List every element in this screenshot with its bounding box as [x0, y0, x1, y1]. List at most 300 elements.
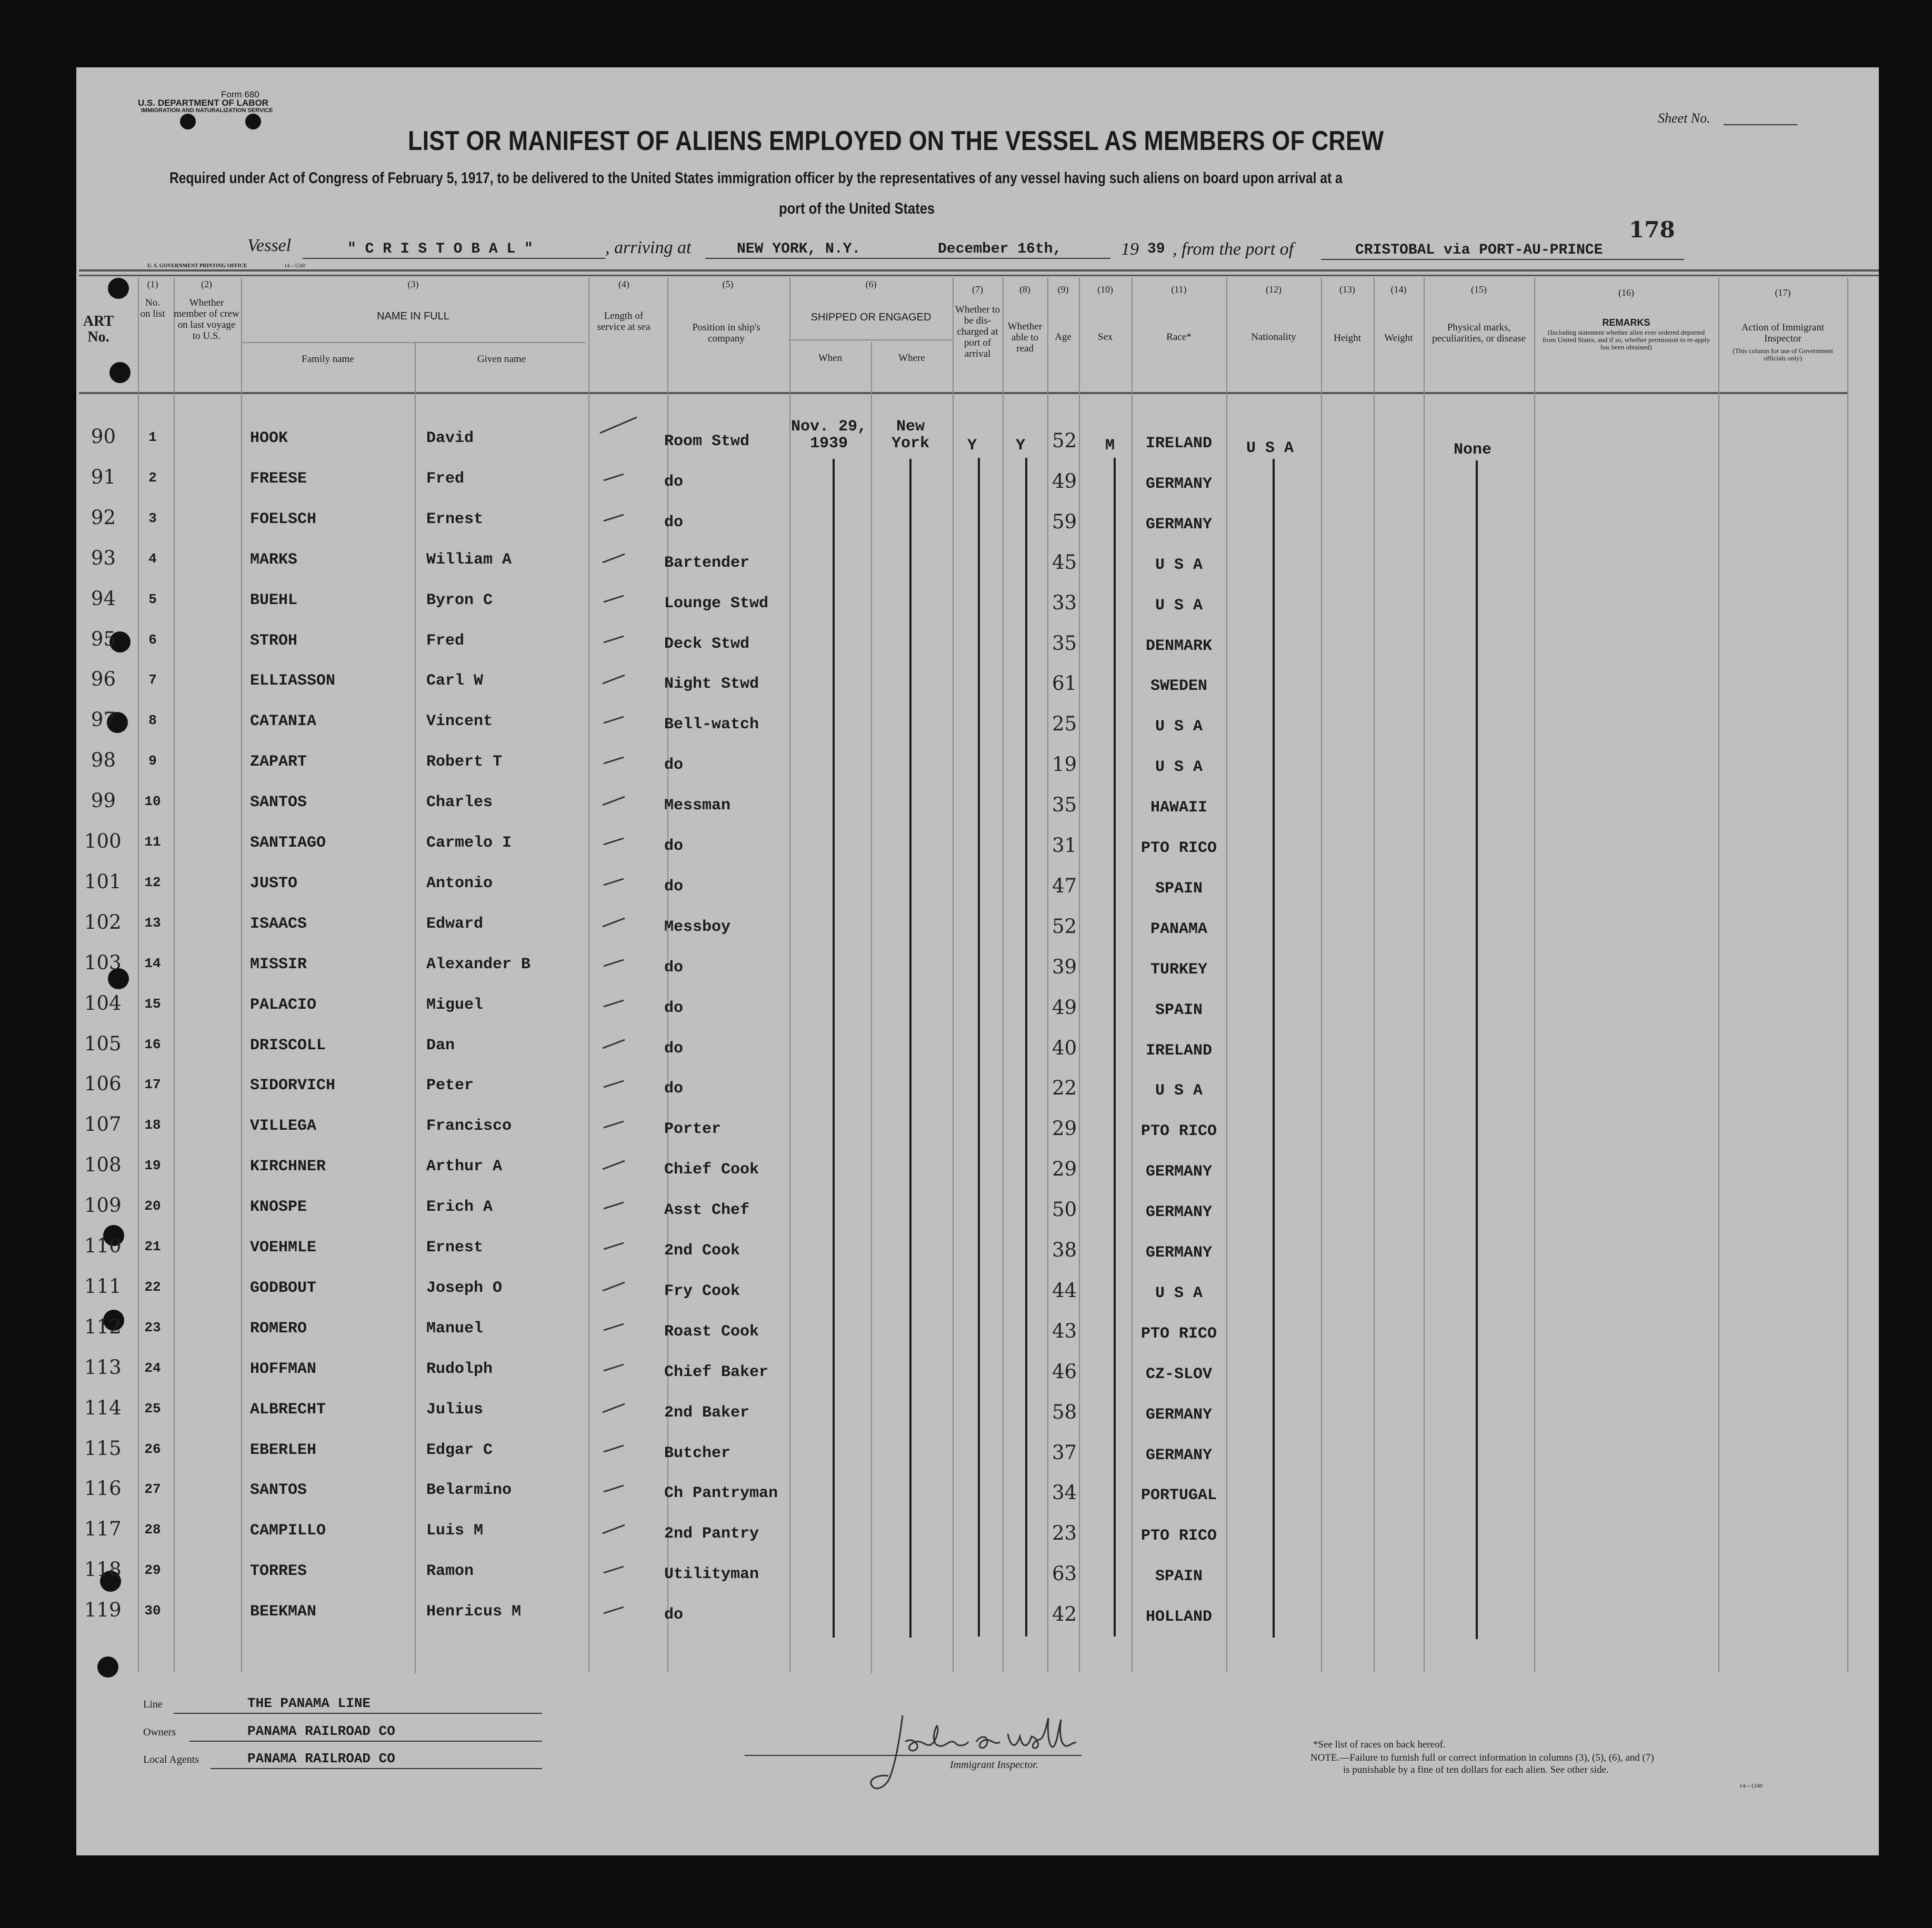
col13-header: Height: [1334, 333, 1361, 344]
family-name: PALACIO: [250, 996, 317, 1014]
col9-header: Age: [1055, 332, 1072, 343]
list-no: 17: [144, 1077, 161, 1092]
col6b-header: Where: [898, 353, 925, 364]
position: do: [664, 514, 684, 531]
service-check-mark: [597, 1355, 639, 1381]
age: 58: [1052, 1401, 1077, 1423]
col6a-header: When: [818, 353, 843, 364]
given-name: Joseph O: [426, 1279, 503, 1297]
given-name: Ernest: [426, 510, 484, 528]
col12-header: Nationality: [1251, 332, 1296, 343]
penalty-note: NOTE.—Failure to furnish full or correct information in columns (3), (5), (6), and (7): [1310, 1752, 1654, 1763]
position: Chief Cook: [664, 1161, 759, 1179]
inspector-rule: [745, 1755, 1082, 1756]
list-no: 11: [144, 834, 161, 850]
family-name: SANTOS: [250, 794, 307, 811]
service-check-mark: [597, 1517, 639, 1543]
col1-header: No. on list: [140, 297, 165, 319]
art-no: 112: [84, 1316, 122, 1338]
family-name: FOELSCH: [250, 510, 317, 528]
family-name: CATANIA: [250, 712, 317, 730]
ditto-line-sex: [1114, 458, 1116, 1636]
family-name: SIDORVICH: [250, 1077, 336, 1094]
punch-hole: [97, 1656, 118, 1678]
race: U S A: [1155, 1284, 1203, 1302]
table-row: [0, 1032, 1932, 1072]
ditto-line-discharged: [978, 458, 980, 1636]
service-check-mark: [597, 505, 639, 531]
age: 63: [1052, 1562, 1077, 1585]
position: Roast Cook: [664, 1323, 759, 1341]
arriving-label: , arriving at: [605, 238, 692, 257]
race: PTO RICO: [1140, 1527, 1217, 1545]
race: DENMARK: [1145, 637, 1213, 655]
art-no: 99: [91, 789, 116, 812]
art-no: 108: [84, 1153, 122, 1176]
service-check-mark: [597, 748, 639, 774]
discharged-flag: Y: [967, 437, 977, 455]
sheet-label: Sheet No.: [1658, 111, 1710, 126]
family-name: MISSIR: [250, 956, 307, 973]
service-check-mark: [597, 1436, 639, 1462]
position: Bell-watch: [664, 716, 759, 734]
race: IRELAND: [1145, 1042, 1213, 1060]
col14-number: (14): [1390, 284, 1407, 295]
age: 35: [1052, 632, 1077, 655]
family-name: MARKS: [250, 551, 298, 569]
position: Ch Pantryman: [664, 1484, 778, 1502]
art-no: 93: [91, 547, 116, 569]
col2-number: (2): [201, 279, 212, 289]
service-check-mark: [597, 465, 639, 491]
col7-header: Whether to be dis-charged at port of arrival: [955, 304, 1000, 359]
position: 2nd Pantry: [664, 1525, 759, 1543]
age: 52: [1052, 915, 1077, 938]
art-no: 101: [84, 870, 122, 893]
ditto-line-physical: [1476, 460, 1478, 1639]
col1-number: (1): [147, 279, 158, 289]
form-service: IMMIGRATION AND NATURALIZATION SERVICE: [141, 107, 273, 114]
list-no: 20: [144, 1198, 161, 1214]
art-no: 114: [84, 1397, 122, 1419]
arrival-date: December 16th,: [938, 241, 1062, 257]
position: do: [664, 1606, 684, 1624]
table-row: [0, 547, 1932, 587]
service-check-mark: [597, 546, 639, 572]
inspector-signature: [863, 1705, 1084, 1800]
age: 39: [1052, 956, 1077, 978]
position: Butcher: [664, 1444, 731, 1462]
position: Deck Stwd: [664, 635, 750, 653]
table-row: [0, 506, 1932, 546]
list-no: 23: [144, 1320, 161, 1335]
col10-header: Sex: [1097, 332, 1113, 343]
agents-value: PANAMA RAILROAD CO: [247, 1751, 395, 1766]
shipped-where: New York: [891, 418, 929, 453]
col17-number: (17): [1775, 287, 1791, 298]
given-name: William A: [426, 551, 512, 569]
position: 2nd Baker: [664, 1404, 750, 1422]
given-name: Robert T: [426, 753, 503, 771]
col16-header: REMARKS: [1602, 317, 1650, 328]
family-name: ZAPART: [250, 753, 307, 771]
punch-hole: [245, 114, 261, 129]
age: 37: [1052, 1441, 1077, 1464]
family-name: BEEKMAN: [250, 1603, 317, 1621]
age: 49: [1052, 996, 1077, 1019]
service-check-mark: [597, 667, 639, 693]
family-name: KNOSPE: [250, 1198, 307, 1216]
given-name: Rudolph: [426, 1360, 493, 1378]
date-rule: [932, 258, 1110, 259]
position: Bartender: [664, 554, 750, 572]
list-no: 4: [148, 551, 157, 567]
table-row: [0, 1153, 1932, 1193]
art-no: 100: [84, 830, 122, 852]
form-department: U.S. DEPARTMENT OF LABOR: [138, 98, 269, 108]
family-name: JUSTO: [250, 875, 298, 892]
age: 19: [1052, 753, 1077, 776]
from-port-label: , from the port of: [1173, 239, 1294, 259]
art-no: 105: [84, 1032, 122, 1055]
race: PORTUGAL: [1140, 1487, 1217, 1504]
family-name: KIRCHNER: [250, 1158, 326, 1176]
table-row: [0, 1437, 1932, 1477]
art-no: 109: [84, 1194, 122, 1217]
given-name: Ernest: [426, 1239, 484, 1257]
service-check-mark: [597, 707, 639, 734]
race: SPAIN: [1155, 880, 1203, 898]
family-name: ISAACS: [250, 915, 307, 933]
list-no: 16: [144, 1037, 161, 1052]
list-no: 28: [144, 1522, 161, 1538]
table-row: [0, 992, 1932, 1032]
given-name: Byron C: [426, 591, 493, 609]
position: Messboy: [664, 918, 731, 936]
age: 38: [1052, 1239, 1077, 1261]
age: 35: [1052, 794, 1077, 816]
given-name: Luis M: [426, 1522, 484, 1540]
col6-header: SHIPPED OR ENGAGED: [810, 312, 932, 323]
race: SPAIN: [1155, 1568, 1203, 1585]
service-check-mark: [597, 991, 639, 1017]
family-name: VILLEGA: [250, 1117, 317, 1135]
form-number: Form 680: [221, 89, 259, 99]
art-no: 104: [84, 992, 122, 1015]
col4-number: (4): [618, 279, 629, 289]
position: Asst Chef: [664, 1201, 750, 1219]
list-no: 1: [148, 429, 157, 445]
art-no: 94: [91, 587, 116, 610]
position: do: [664, 837, 684, 855]
family-name: HOOK: [250, 429, 288, 447]
race: GERMANY: [1145, 475, 1213, 493]
family-name: STROH: [250, 632, 298, 650]
inspector-label: Immigrant Inspector.: [950, 1759, 1038, 1771]
col17-subheader: (This column for use of Government officials only): [1733, 347, 1833, 362]
arriving-rule: [705, 258, 942, 259]
race: GERMANY: [1145, 1163, 1213, 1181]
race: PTO RICO: [1140, 1325, 1217, 1343]
given-name: Dan: [426, 1037, 455, 1055]
art-no: 118: [84, 1558, 122, 1581]
col10-number: (10): [1097, 284, 1113, 295]
table-row: [0, 1397, 1932, 1437]
family-name: SANTIAGO: [250, 834, 326, 852]
race: SPAIN: [1155, 1001, 1203, 1019]
service-check-mark: [597, 788, 639, 815]
race: PTO RICO: [1140, 839, 1217, 857]
age: 23: [1052, 1522, 1077, 1544]
age: 25: [1052, 712, 1077, 735]
table-row: [0, 951, 1932, 991]
col16-subheader: (Including statement whether alien ever ordered deported from United States, and if so, whether permission to re-apply has been obtained): [1542, 328, 1710, 351]
art-no: 90: [91, 425, 116, 448]
art-no: 98: [91, 749, 116, 771]
art-no: 113: [84, 1356, 122, 1379]
table-row: [0, 1518, 1932, 1558]
vessel-rule: [303, 258, 605, 259]
owners-rule: [189, 1741, 542, 1742]
race: GERMANY: [1145, 1406, 1213, 1424]
list-no: 5: [148, 591, 157, 607]
position: Fry Cook: [664, 1282, 740, 1300]
age: 44: [1052, 1279, 1077, 1302]
ditto-line-when: [833, 459, 835, 1638]
race: GERMANY: [1145, 1244, 1213, 1262]
list-no: 13: [144, 915, 161, 931]
page-number: 178: [1629, 217, 1675, 243]
position: Messman: [664, 797, 731, 815]
family-name: EBERLEH: [250, 1441, 317, 1459]
art-no: 103: [84, 951, 122, 974]
service-check-mark: [597, 869, 639, 896]
service-check-mark: [597, 586, 639, 612]
age: 33: [1052, 591, 1077, 614]
age: 22: [1052, 1077, 1077, 1099]
list-no: 22: [144, 1279, 161, 1295]
service-check-mark: [597, 1395, 639, 1422]
family-name: HOFFMAN: [250, 1360, 317, 1378]
owners-value: PANAMA RAILROAD CO: [247, 1723, 395, 1739]
given-name: Arthur A: [426, 1158, 503, 1176]
col-art-no: ART No.: [83, 313, 114, 345]
service-check-mark: [597, 1557, 639, 1583]
age: 47: [1052, 875, 1077, 897]
list-no: 24: [144, 1360, 161, 1376]
col6-number: (6): [865, 279, 877, 289]
family-name: CAMPILLO: [250, 1522, 326, 1540]
col8-number: (8): [1019, 284, 1030, 295]
race: TURKEY: [1150, 961, 1208, 979]
table-row: [0, 1599, 1932, 1639]
sheet-no-rule: [1724, 124, 1797, 125]
race: IRELAND: [1145, 435, 1213, 453]
printing-office: U. S. GOVERNMENT PRINTING OFFICE: [147, 263, 247, 269]
col11-number: (11): [1171, 284, 1187, 295]
position: Room Stwd: [664, 433, 750, 450]
art-no: 115: [84, 1437, 122, 1460]
art-no: 92: [91, 506, 116, 529]
service-check-mark: [597, 1314, 639, 1341]
agents-rule: [211, 1768, 542, 1769]
position: Night Stwd: [664, 675, 759, 693]
list-no: 8: [148, 712, 157, 728]
col8-header: Whether able to read: [1007, 321, 1043, 354]
service-check-mark: [597, 1598, 639, 1624]
family-name: DRISCOLL: [250, 1037, 326, 1055]
list-no: 19: [144, 1158, 161, 1173]
ditto-line-nationality: [1273, 459, 1275, 1638]
service-check-mark: [597, 950, 639, 977]
given-name: Fred: [426, 470, 465, 488]
vessel-label: Vessel: [247, 236, 292, 255]
table-row: [0, 1316, 1932, 1355]
col15-number: (15): [1471, 284, 1487, 295]
table-row: [0, 668, 1932, 708]
list-no: 27: [144, 1481, 161, 1497]
service-check-mark: [597, 1476, 639, 1502]
age: 43: [1052, 1320, 1077, 1342]
given-name: Henricus M: [426, 1603, 522, 1621]
given-name: Ramon: [426, 1562, 474, 1580]
race: U S A: [1155, 597, 1203, 615]
family-name: ROMERO: [250, 1320, 307, 1338]
art-no: 106: [84, 1072, 122, 1095]
age: 46: [1052, 1360, 1077, 1383]
race: GERMANY: [1145, 1203, 1213, 1221]
age: 29: [1052, 1158, 1077, 1180]
race: PANAMA: [1150, 920, 1208, 938]
list-no: 2: [148, 470, 157, 486]
punch-hole: [108, 278, 129, 299]
race: HOLLAND: [1145, 1608, 1213, 1626]
position: do: [664, 999, 684, 1017]
race: U S A: [1155, 718, 1203, 736]
age: 50: [1052, 1198, 1077, 1221]
col5-number: (5): [722, 279, 734, 289]
family-name: TORRES: [250, 1562, 307, 1580]
table-row: [0, 1194, 1932, 1234]
service-check-mark: [597, 1031, 639, 1058]
position: do: [664, 756, 684, 774]
service-check-mark: [597, 829, 639, 855]
table-row: [0, 870, 1932, 910]
race: GERMANY: [1145, 1447, 1213, 1464]
punch-hole: [180, 114, 196, 129]
line-rule: [174, 1713, 542, 1714]
port-rule: [1321, 259, 1684, 260]
art-no: 117: [84, 1518, 122, 1540]
given-name: Erich A: [426, 1198, 493, 1216]
service-check-mark: [597, 412, 639, 438]
art-no: 110: [84, 1234, 122, 1257]
departure-port: CRISTOBAL via PORT-AU-PRINCE: [1355, 242, 1603, 258]
age: 40: [1052, 1037, 1077, 1059]
col3-rule: [241, 342, 586, 343]
age: 49: [1052, 470, 1077, 493]
art-no: 111: [84, 1275, 122, 1298]
header-bottom-rule: [79, 392, 1847, 394]
table-row: [0, 911, 1932, 951]
nationality-value: U S A: [1246, 439, 1294, 457]
age: 29: [1052, 1117, 1077, 1140]
penalty-note-2: is punishable by a fine of ten dollars for each alien. See other side.: [1343, 1764, 1609, 1775]
service-check-mark: [597, 1274, 639, 1300]
given-name: Manuel: [426, 1320, 484, 1338]
given-name: Carmelo I: [426, 834, 512, 852]
age: 42: [1052, 1603, 1077, 1625]
position: do: [664, 959, 684, 977]
table-row: [0, 425, 1932, 465]
col3-number: (3): [407, 279, 419, 289]
art-no: 95: [91, 628, 116, 650]
service-check-mark: [597, 627, 639, 653]
page-title: LIST OR MANIFEST OF ALIENS EMPLOYED ON THE VESSEL AS MEMBERS OF CREW: [408, 126, 1384, 156]
col3a-header: Family name: [302, 354, 354, 365]
table-row: [0, 1558, 1932, 1598]
art-no: 119: [84, 1599, 122, 1621]
race: HAWAII: [1150, 799, 1208, 817]
list-no: 18: [144, 1117, 161, 1133]
service-check-mark: [597, 1071, 639, 1098]
table-row: [0, 1356, 1932, 1396]
service-check-mark: [597, 1112, 639, 1138]
service-check-mark: [597, 1233, 639, 1260]
family-name: ALBRECHT: [250, 1401, 326, 1419]
race: U S A: [1155, 758, 1203, 776]
line-value: THE PANAMA LINE: [247, 1695, 371, 1711]
given-name: Charles: [426, 794, 493, 811]
arriving-port: NEW YORK, N.Y.: [737, 241, 861, 257]
list-no: 6: [148, 632, 157, 648]
col15-header: Physical marks, peculiarities, or disease: [1432, 322, 1526, 344]
art-no: 91: [91, 466, 116, 488]
ditto-line-where: [909, 459, 912, 1638]
position: Lounge Stwd: [664, 595, 769, 612]
age: 31: [1052, 834, 1077, 857]
given-name: Julius: [426, 1401, 484, 1419]
position: do: [664, 1080, 684, 1098]
shipped-when: Nov. 29, 1939: [790, 418, 867, 453]
family-name: SANTOS: [250, 1481, 307, 1499]
table-row: [0, 1072, 1932, 1112]
owners-label: Owners: [143, 1726, 176, 1738]
read-flag: Y: [1016, 437, 1026, 455]
art-no: 107: [84, 1113, 122, 1136]
race: U S A: [1155, 556, 1203, 574]
arrival-year: 39: [1147, 241, 1165, 257]
vessel-name: " C R I S T O B A L ": [347, 241, 533, 257]
list-no: 25: [144, 1401, 161, 1417]
art-no: 116: [84, 1477, 122, 1500]
list-no: 26: [144, 1441, 161, 1457]
family-name: ELLIASSON: [250, 672, 336, 690]
col3b-header: Given name: [477, 354, 526, 365]
list-no: 29: [144, 1562, 161, 1578]
line-label: Line: [143, 1699, 163, 1710]
given-name: Edgar C: [426, 1441, 493, 1459]
race: U S A: [1155, 1082, 1203, 1100]
col12-number: (12): [1266, 284, 1282, 295]
list-no: 9: [148, 753, 157, 769]
list-no: 12: [144, 875, 161, 890]
age: 34: [1052, 1481, 1077, 1504]
position: do: [664, 878, 684, 896]
age: 52: [1052, 429, 1077, 452]
races-note: *See list of races on back hereof.: [1313, 1739, 1446, 1750]
family-name: FREESE: [250, 470, 307, 488]
